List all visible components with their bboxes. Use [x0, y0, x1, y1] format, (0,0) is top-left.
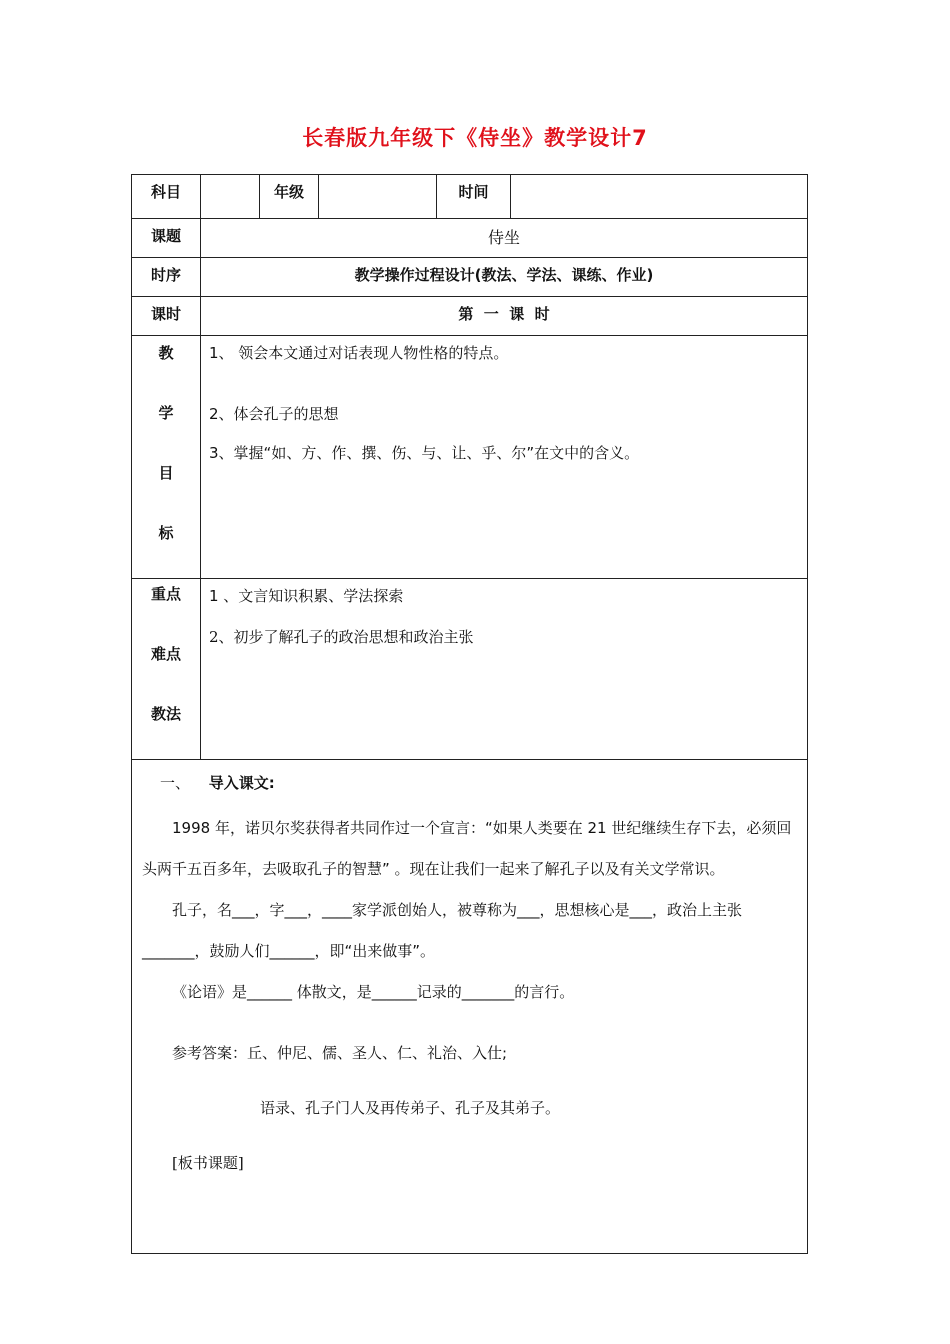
goals-label-char: 学	[158, 404, 174, 422]
header-row	[132, 175, 808, 219]
lesson-body	[132, 760, 808, 1254]
sequence-value: 教学操作过程设计(教法、学法、课练、作业)	[201, 258, 808, 297]
subject-value-cell[interactable]	[201, 175, 260, 219]
goals-label-char: 目	[158, 464, 174, 482]
section-heading	[142, 768, 797, 798]
section-number: 一、	[160, 774, 191, 792]
analects-paragraph: 《论语》是______ 体散文，是______记录的_______的言行。	[172, 983, 575, 1001]
period-value: 第 一 课 时	[201, 297, 808, 336]
keypoint-item: 2、初步了解孔子的政治思想和政治主张	[209, 628, 474, 646]
time-label: 时间	[437, 175, 511, 219]
goal-item: 3、掌握“如、方、作、撰、伤、与、让、乎、尔”在文中的含义。	[209, 444, 640, 462]
keypoint-item: 1 、文言知识积累、学法探索	[209, 587, 404, 605]
goals-label	[132, 336, 201, 579]
topic-label: 课题	[132, 219, 201, 258]
intro-paragraph: 1998 年，诺贝尔奖获得者共同作过一个宣言：“如果人类要在 21 世纪继续生存下去，必须回头两千五百多年，去吸取孔子的智慧” 。现在让我们一起来了解孔子以及有关文学常识。	[142, 819, 792, 878]
lesson-plan-table	[131, 174, 808, 1254]
answer-line-2: 语录、孔子门人及再传弟子、孔子及其弟子。	[260, 1099, 561, 1117]
topic-value: 侍坐	[201, 219, 808, 258]
keypoints-row	[132, 579, 808, 760]
subject-label: 科目	[132, 175, 201, 219]
sequence-label: 时序	[132, 258, 201, 297]
body-row	[132, 760, 808, 1254]
keypoints-label-line: 难点	[150, 645, 181, 663]
sequence-row	[132, 258, 808, 297]
period-row	[132, 297, 808, 336]
goals-label-char: 教	[158, 344, 174, 362]
section-heading-text: 导入课文:	[208, 774, 275, 792]
goal-item: 1、 领会本文通过对话表现人物性格的特点。	[209, 344, 509, 362]
goals-row	[132, 336, 808, 579]
board-note: [板书课题]	[172, 1154, 244, 1172]
grade-value-cell[interactable]	[319, 175, 437, 219]
time-value-cell[interactable]	[511, 175, 808, 219]
document-title: 长春版九年级下《侍坐》教学设计7	[302, 126, 648, 150]
answer-line-1: 参考答案：丘、仲尼、儒、圣人、仁、礼治、入仕;	[172, 1044, 508, 1062]
topic-row	[132, 219, 808, 258]
grade-label: 年级	[260, 175, 319, 219]
keypoints-content	[201, 579, 808, 760]
goals-content	[201, 336, 808, 579]
keypoints-label-line: 重点	[150, 585, 181, 603]
period-label: 课时	[132, 297, 201, 336]
fill-blank-paragraph: 孔子，名___，字___，____家学派创始人，被尊称为___，思想核心是___，政治上主张_______，鼓励人们______，即“出来做事”。	[142, 901, 743, 960]
goals-label-char: 标	[158, 524, 174, 542]
keypoints-label-line: 教法	[150, 705, 181, 723]
keypoints-label	[132, 579, 201, 760]
goal-item: 2、体会孔子的思想	[209, 405, 339, 423]
